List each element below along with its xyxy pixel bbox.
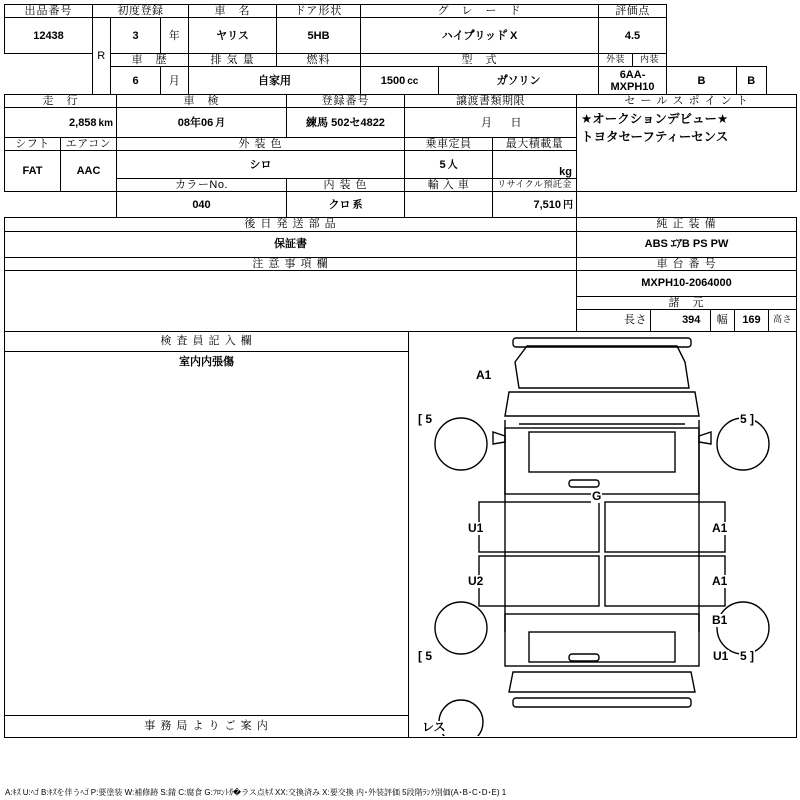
width-label: 幅 (711, 309, 735, 331)
damage-code: U1 (713, 648, 729, 663)
max-load-unit: kg (493, 151, 577, 179)
vehicle-diagram (409, 332, 796, 737)
displacement-unit: cc (407, 75, 419, 87)
transfer-day-unit: 日 (510, 116, 522, 129)
exterior-grade-label: 外装 (599, 54, 633, 67)
parts-equipment-block (4, 217, 797, 257)
inspector-notes: 室内内張傷 (5, 351, 409, 373)
rating-label: 評価点 (599, 5, 667, 18)
damage-code: レス (422, 719, 446, 734)
later-parts-label: 後 日 発 送 部 品 (5, 218, 577, 231)
mileage-label: 走 行 (5, 95, 117, 108)
legend-text: A:ｷｽ゚ U:ﾍｺ゚ B:ｷｽ゚を伴うﾍｺ゚ P:要塗装 W:補修跡 S:錆 C:腐食 G:ﾌﾛﾝﾄｶ゚�ラス点ｷｽ゚ XX:交換済み X:要交換 内･外装評価 5段階ﾗﾝｸ別価(A･B･C･D･E) 1 (5, 788, 507, 797)
first-registration-month: 6 (111, 67, 161, 95)
equipment-label: 純 正 装 備 (577, 218, 797, 231)
caution-chassis-block (4, 257, 797, 332)
interior-color-value (287, 192, 405, 218)
sales-point-label: セ ー ル ス ポ イ ン ト (577, 95, 797, 108)
interior-grade-label: 内装 (633, 54, 667, 67)
damage-code: 5 ] (740, 648, 755, 663)
shift-label: シフト (5, 138, 61, 151)
interior-color-label: 内 装 色 (287, 179, 405, 192)
import-label: 輸 入 車 (405, 179, 493, 192)
transfer-month-unit: 月 (481, 116, 493, 129)
office-notice-label: 事 務 局 よ り ご 案 内 (5, 715, 409, 737)
caution-value (5, 270, 577, 331)
damage-code: [ 5 (418, 648, 433, 663)
header-block (4, 4, 796, 95)
shift-value: FAT (5, 151, 61, 192)
exterior-color-value: シロ (117, 151, 405, 179)
inspector-label: 検 査 員 記 入 欄 (5, 331, 409, 351)
car-history-value: 自家用 (189, 67, 361, 95)
model-code-value: 6AA-MXPH10 (599, 67, 667, 95)
grade-value: ハイブ゚リッド゚ X (361, 18, 599, 54)
color-number-label: カラーNo. (117, 179, 287, 192)
interior-color-text: クロ (328, 198, 351, 211)
height-label: 高さ (769, 309, 797, 331)
exterior-grade-value: B (667, 67, 737, 95)
aircon-label: エアコン (61, 138, 117, 151)
damage-code: A1 (712, 520, 728, 535)
caution-label: 注 意 事 項 欄 (5, 257, 577, 270)
damage-code: U1 (468, 520, 484, 535)
recycle-deposit-value (493, 192, 577, 218)
seats-unit: 人 (447, 159, 458, 171)
seats-number: 5 (439, 158, 446, 171)
first-registration-label: 初度登録 (93, 5, 189, 18)
mileage-value (5, 108, 117, 138)
seats-value (405, 151, 493, 179)
damage-code: 5 ] (740, 411, 755, 426)
seats-label: 乗車定員 (405, 138, 493, 151)
model-code-label: 型 式 (361, 54, 599, 67)
aircon-value: AAC (61, 151, 117, 192)
door-shape-value: 5HB (277, 18, 361, 54)
door-shape-label: ドア形状 (277, 5, 361, 18)
length-value: 394 (673, 309, 711, 331)
year-unit: 年 (161, 18, 189, 54)
detail-block (4, 94, 797, 218)
inspection-unit: 月 (215, 117, 226, 129)
exterior-color-label: 外 装 色 (117, 138, 405, 151)
bottom-block (4, 331, 797, 738)
later-parts-value: 保証書 (5, 231, 577, 257)
damage-code: U2 (468, 573, 484, 588)
interior-grade-value: B (737, 67, 766, 95)
mileage-unit: km (98, 117, 113, 129)
registration-number-value: 練馬 502セ4822 (287, 108, 405, 138)
rating-value: 4.5 (599, 18, 667, 54)
first-registration-year: 3 (111, 18, 161, 54)
width-value: 169 (735, 309, 769, 331)
registration-number-label: 登録番号 (287, 95, 405, 108)
displacement-number: 1500 (380, 74, 406, 87)
sales-point-line-2: トヨタセーフティーセンス (581, 130, 729, 145)
damage-code: G (592, 488, 602, 503)
import-value (405, 192, 493, 218)
transfer-deadline-label: 譲渡書類期限 (405, 95, 577, 108)
lot-number-value: 12438 (5, 18, 93, 54)
recycle-deposit-label: リサイクル預託金 (493, 179, 577, 192)
lot-number-label: 出品番号 (5, 5, 93, 18)
damage-code: [ 5 (418, 411, 433, 426)
damage-code: B1 (712, 612, 728, 627)
sales-point-line-1: ★オークションデビュー★ (581, 112, 729, 127)
damage-code: A1 (476, 367, 492, 382)
grade-label: グ レ ー ド (361, 5, 599, 18)
mileage-number: 2,858 (69, 116, 97, 129)
length-label: 長さ (577, 309, 651, 331)
car-name-label: 車 名 (189, 5, 277, 18)
damage-code: A1 (712, 573, 728, 588)
displacement-label: 排 気 量 (189, 54, 277, 67)
vehicle-diagram-cell (409, 331, 797, 737)
inspector-notes-area (5, 373, 409, 715)
fuel-value: ガ゚ソリン (439, 67, 599, 95)
car-name-value: ヤリス (189, 18, 277, 54)
chassis-number-label: 車 台 番 号 (577, 257, 797, 270)
interior-color-suffix: 系 (352, 199, 363, 211)
inspection-label: 車 検 (117, 95, 287, 108)
recycle-number: 7,510 (533, 198, 562, 211)
car-history-label: 車 歴 (111, 54, 189, 67)
displacement-value (361, 67, 439, 95)
inspection-value (117, 108, 287, 138)
recycle-unit: 円 (563, 199, 574, 211)
max-load-label: 最大積載量 (493, 138, 577, 151)
equipment-value: ABS ｴｱB PS PW (577, 231, 797, 257)
color-number-value: 040 (117, 192, 287, 218)
sales-point-cell (577, 108, 797, 192)
inspection-date: 08年06 (177, 116, 214, 129)
chassis-number-value: MXPH10-2064000 (577, 270, 797, 296)
spec-label: 諸 元 (577, 296, 797, 309)
month-unit: 月 (161, 67, 189, 95)
era-value: R (93, 18, 111, 95)
fuel-label: 燃料 (277, 54, 361, 67)
